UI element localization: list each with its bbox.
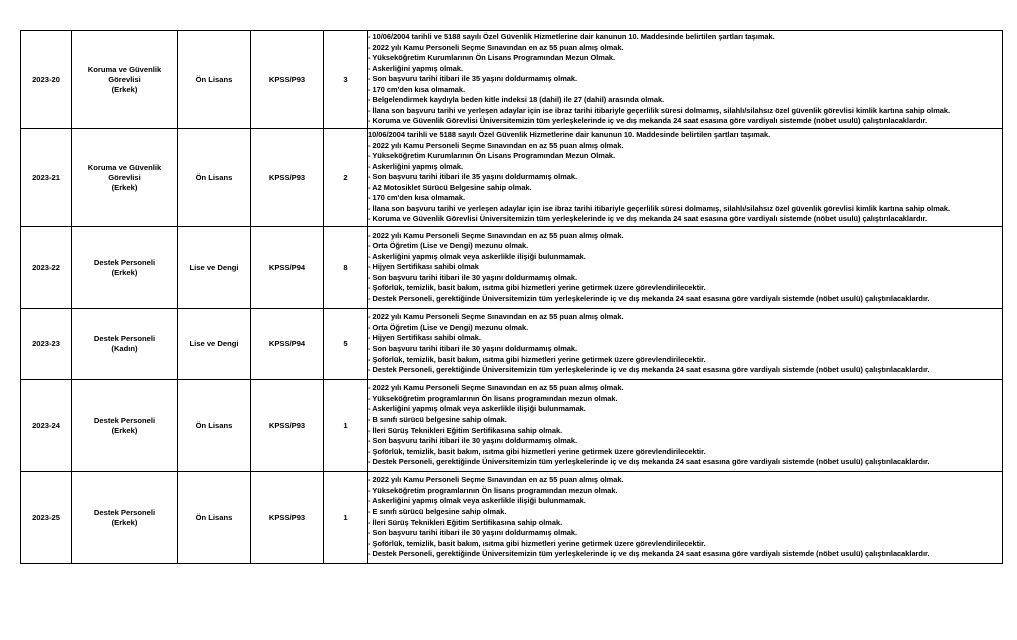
requirement-line: - Son başvuru tarihi itibari ile 35 yaşını doldurmamış olmak. — [368, 74, 578, 84]
requirements-cell — [368, 227, 1003, 309]
requirement-line: - 2022 yılı Kamu Personeli Seçme Sınavından en az 55 puan almış olmak. — [368, 140, 624, 150]
requirement-line: - B sınıfı sürücü belgesine sahip olmak. — [368, 414, 507, 424]
position-title-line: (Erkek) — [111, 517, 138, 527]
requirement-line: - Yükseköğretim programlarının Ön lisans programından mezun olmak. — [368, 393, 618, 403]
position-title — [72, 309, 178, 380]
requirement-line: - 2022 yılı Kamu Personeli Seçme Sınavından en az 55 puan almış olmak. — [368, 230, 624, 240]
table-row — [21, 309, 1003, 380]
requirements-cell — [368, 380, 1003, 472]
position-count: 2 — [324, 129, 368, 227]
requirement-line: - Şoförlük, temizlik, basit bakım, ısıtma gibi hizmetleri yerine getirmek üzere görevlendirilecektir. — [368, 446, 706, 456]
requirement-line: - Hijyen Sertifikası sahibi olmak. — [368, 333, 481, 343]
requirement-line: - 2022 yılı Kamu Personeli Seçme Sınavından en az 55 puan almış olmak. — [368, 312, 624, 322]
requirement-line: - Koruma ve Güvenlik Görevlisi Üniversitemizin tüm yerleşkelerinde iç ve dış mekanda 24 saat esasına göre vardiyalı sistemde (nöbet usulü) çalıştırılacaklardır. — [368, 214, 928, 224]
position-title — [72, 380, 178, 472]
position-count: 8 — [324, 227, 368, 309]
position-code: 2023-23 — [21, 309, 72, 380]
education-level: Lise ve Dengi — [178, 309, 251, 380]
table-row — [21, 31, 1003, 129]
requirement-line: - Orta Öğretim (Lise ve Dengi) mezunu olmak. — [368, 241, 529, 251]
position-title-line: Destek Personeli — [93, 257, 156, 267]
education-level: Ön Lisans — [178, 129, 251, 227]
requirement-line: - Son başvuru tarihi itibari ile 35 yaşını doldurmamış olmak. — [368, 172, 578, 182]
position-title-line: (Erkek) — [111, 425, 138, 435]
position-code: 2023-24 — [21, 380, 72, 472]
score-type: KPSS/P93 — [251, 31, 324, 129]
requirement-line: - Koruma ve Güvenlik Görevlisi Üniversitemizin tüm yerleşkelerinde iç ve dış mekanda 24 saat esasına göre vardiyalı sistemde (nöbet usulü) çalıştırılacaklardır. — [368, 116, 928, 126]
requirement-line: - İleri Sürüş Teknikleri Eğitim Sertifikasına sahip olmak. — [368, 425, 563, 435]
requirement-line: - Askerliğini yapmış olmak veya askerlikle ilişiği bulunmamak. — [368, 404, 586, 414]
position-title-line: Destek Personeli — [93, 334, 156, 343]
position-count: 1 — [324, 472, 368, 564]
requirement-line: - Askerliğini yapmış olmak veya askerlikle ilişiği bulunmamak. — [368, 251, 586, 261]
requirement-line: - Belgelendirmek kaydıyla beden kitle indeksi 18 (dahil) ile 27 (dahil) arasında olmak. — [368, 95, 665, 105]
position-title — [72, 129, 178, 227]
requirement-line: - Yükseköğretim Kurumlarının Ön Lisans Programından Mezun Olmak. — [368, 151, 616, 161]
position-title-line: Görevlisi — [108, 74, 141, 84]
requirement-line: - İleri Sürüş Teknikleri Eğitim Sertifikasına sahip olmak. — [368, 517, 563, 527]
score-type: KPSS/P94 — [251, 309, 324, 380]
requirements-cell — [368, 129, 1003, 227]
position-code: 2023-25 — [21, 472, 72, 564]
education-level: Ön Lisans — [178, 31, 251, 129]
table-row — [21, 227, 1003, 309]
table-row — [21, 129, 1003, 227]
position-count: 1 — [324, 380, 368, 472]
requirement-line: - Şoförlük, temizlik, basit bakım, ısıtma gibi hizmetleri yerine getirmek üzere görevlendirilecektir. — [368, 538, 706, 548]
position-title-line: Koruma ve Güvenlik — [87, 64, 162, 74]
position-title-line: (Erkek) — [111, 182, 138, 192]
score-type: KPSS/P93 — [251, 380, 324, 472]
requirement-line: - 170 cm'den kısa olmamak. — [368, 193, 466, 203]
requirement-line: - Yükseköğretim Kurumlarının Ön Lisans Programından Mezun Olmak. — [368, 53, 616, 63]
requirement-line: - Şoförlük, temizlik, basit bakım, ısıtma gibi hizmetleri yerine getirmek üzere görevlendirilecektir. — [368, 354, 706, 364]
position-code: 2023-21 — [21, 129, 72, 227]
requirement-line: - A2 Motosiklet Sürücü Belgesine sahip olmak. — [368, 182, 532, 192]
score-type: KPSS/P93 — [251, 129, 324, 227]
requirement-line: - Askerliğini yapmış olmak. — [368, 63, 464, 73]
position-count: 3 — [324, 31, 368, 129]
positions-table — [20, 30, 1003, 564]
education-level: Ön Lisans — [178, 472, 251, 564]
requirement-line: - 2022 yılı Kamu Personeli Seçme Sınavından en az 55 puan almış olmak. — [368, 475, 624, 485]
requirement-line: - 2022 yılı Kamu Personeli Seçme Sınavından en az 55 puan almış olmak. — [368, 383, 624, 393]
position-title-line: (Erkek) — [111, 267, 138, 277]
table-row — [21, 380, 1003, 472]
position-title — [72, 227, 178, 309]
requirement-line: - Son başvuru tarihi itibari ile 30 yaşını doldurmamış olmak. — [368, 436, 578, 446]
requirement-line: - Destek Personeli, gerektiğinde Üniversitemizin tüm yerleşkelerinde iç ve dış mekanda 24 saat esasına göre vardiyalı sistemde (nöbet usulü) çalıştırılacaklardır. — [368, 365, 930, 375]
requirement-line: - Destek Personeli, gerektiğinde Üniversitemizin tüm yerleşkelerinde iç ve dış mekanda 24 saat esasına göre vardiyalı sistemde (nöbet usulü) çalıştırılacaklardır. — [368, 293, 930, 303]
position-title — [72, 31, 178, 129]
position-code: 2023-22 — [21, 227, 72, 309]
education-level: Lise ve Dengi — [178, 227, 251, 309]
score-type: KPSS/P93 — [251, 472, 324, 564]
score-type: KPSS/P94 — [251, 227, 324, 309]
requirement-line: - 2022 yılı Kamu Personeli Seçme Sınavından en az 55 puan almış olmak. — [368, 42, 624, 52]
table-row — [21, 472, 1003, 564]
requirement-line: - 170 cm'den kısa olmamak. — [368, 84, 466, 94]
position-title-line: Görevlisi — [108, 172, 141, 182]
education-level: Ön Lisans — [178, 380, 251, 472]
positions-table-body — [21, 31, 1003, 564]
requirement-line: - Son başvuru tarihi itibari ile 30 yaşını doldurmamış olmak. — [368, 528, 578, 538]
requirement-line: - Şoförlük, temizlik, basit bakım, ısıtma gibi hizmetleri yerine getirmek üzere görevlendirilecektir. — [368, 283, 706, 293]
position-title-line: (Erkek) — [111, 84, 138, 94]
requirement-line: - E sınıfı sürücü belgesine sahip olmak. — [368, 506, 507, 516]
position-code: 2023-20 — [21, 31, 72, 129]
position-title-line: Destek Personeli — [93, 507, 156, 517]
position-count: 5 — [324, 309, 368, 380]
position-title-line: Destek Personeli — [93, 415, 156, 425]
requirements-cell — [368, 31, 1003, 129]
requirements-cell — [368, 309, 1003, 380]
requirement-line: - Destek Personeli, gerektiğinde Üniversitemizin tüm yerleşkelerinde iç ve dış mekanda 24 saat esasına göre vardiyalı sistemde (nöbet usulü) çalıştırılacaklardır. — [368, 549, 930, 559]
position-title-line: Koruma ve Güvenlik — [87, 162, 162, 172]
requirement-line: - Destek Personeli, gerektiğinde Üniversitemizin tüm yerleşkelerinde iç ve dış mekanda 24 saat esasına göre vardiyalı sistemde (nöbet usulü) çalıştırılacaklardır. — [368, 457, 930, 467]
position-title — [72, 472, 178, 564]
requirement-line: - Askerliğini yapmış olmak veya askerlikle ilişiği bulunmamak. — [368, 496, 586, 506]
requirement-line: - 10/06/2004 tarihli ve 5188 sayılı Özel Güvenlik Hizmetlerine dair kanunun 10. Maddesinde belirtilen şartları taşımak. — [368, 32, 775, 42]
requirement-line: - Hijyen Sertifikası sahibi olmak — [368, 262, 479, 272]
requirement-line: - Orta Öğretim (Lise ve Dengi) mezunu olmak. — [368, 322, 529, 332]
position-title-line: (Kadın) — [111, 344, 138, 353]
requirement-line: - Son başvuru tarihi itibari ile 30 yaşını doldurmamış olmak. — [368, 272, 578, 282]
requirement-line: 10/06/2004 tarihli ve 5188 sayılı Özel Güvenlik Hizmetlerine dair kanunun 10. Maddesinde belirtilen şartları taşımak. — [368, 130, 771, 140]
requirement-line: - Askerliğini yapmış olmak. — [368, 161, 464, 171]
requirements-cell — [368, 472, 1003, 564]
requirement-line: - İlana son başvuru tarihi ve yerleşen adaylar için ise ibraz tarihi itibariyle geçerlilik süresi dolmamış, silahlı/silahsız özel güvenlik görevlisi kimlik kartına sahip olmak. — [368, 203, 951, 213]
requirement-line: - İlana son başvuru tarihi ve yerleşen adaylar için ise ibraz tarihi itibariyle geçerlilik süresi dolmamış, silahlı/silahsız özel güvenlik görevlisi kimlik kartına sahip olmak. — [368, 105, 951, 115]
requirement-line: - Yükseköğretim programlarının Ön lisans programından mezun olmak. — [368, 485, 618, 495]
requirement-line: - Son başvuru tarihi itibari ile 30 yaşını doldurmamış olmak. — [368, 344, 578, 353]
